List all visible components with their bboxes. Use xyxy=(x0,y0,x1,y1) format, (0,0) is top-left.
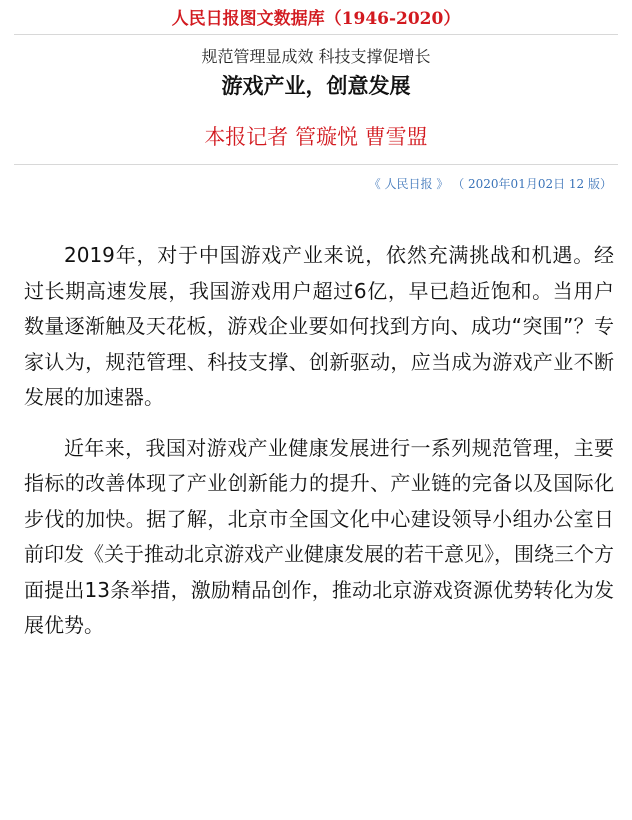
database-title: 人民日报图文数据库（1946-2020） xyxy=(171,9,461,29)
article-headline: 游戏产业，创意发展 xyxy=(221,74,411,98)
source-date-edition: （ 2020年01月02日 12 版） xyxy=(452,177,612,191)
article-subtitle: 规范管理显成效 科技支撑促增长 xyxy=(201,47,431,66)
database-header xyxy=(0,0,632,36)
article-source xyxy=(369,175,612,193)
meta-divider xyxy=(14,164,618,165)
article-author: 本报记者 管璇悦 曹雪盟 xyxy=(204,125,428,149)
source-newspaper-link[interactable]: 《 人民日报 》 xyxy=(368,177,449,191)
header-divider xyxy=(14,34,618,35)
article-body xyxy=(24,238,614,659)
article-paragraph: 近年来，我国对游戏产业健康发展进行一系列规范管理，主要指标的改善体现了产业创新能力的提升、产业链的完备以及国际化步伐的加快。据了解，北京市全国文化中心建设领导小组办公室日前印发《关于推动北京游戏产业健康发展的若干意见》，围绕三个方面提出13条举措，激励精品创作，推动北京游戏资源优势转化为发展优势。 xyxy=(24,435,614,637)
article-paragraph: 2019年，对于中国游戏产业来说，依然充满挑战和机遇。经过长期高速发展，我国游戏用户超过6亿，早已趋近饱和。当用户数量逐渐触及天花板，游戏企业要如何找到方向、成功“突围”？专家认为，规范管理、科技支撑、创新驱动，应当成为游戏产业不断发展的加速器。 xyxy=(24,243,614,409)
